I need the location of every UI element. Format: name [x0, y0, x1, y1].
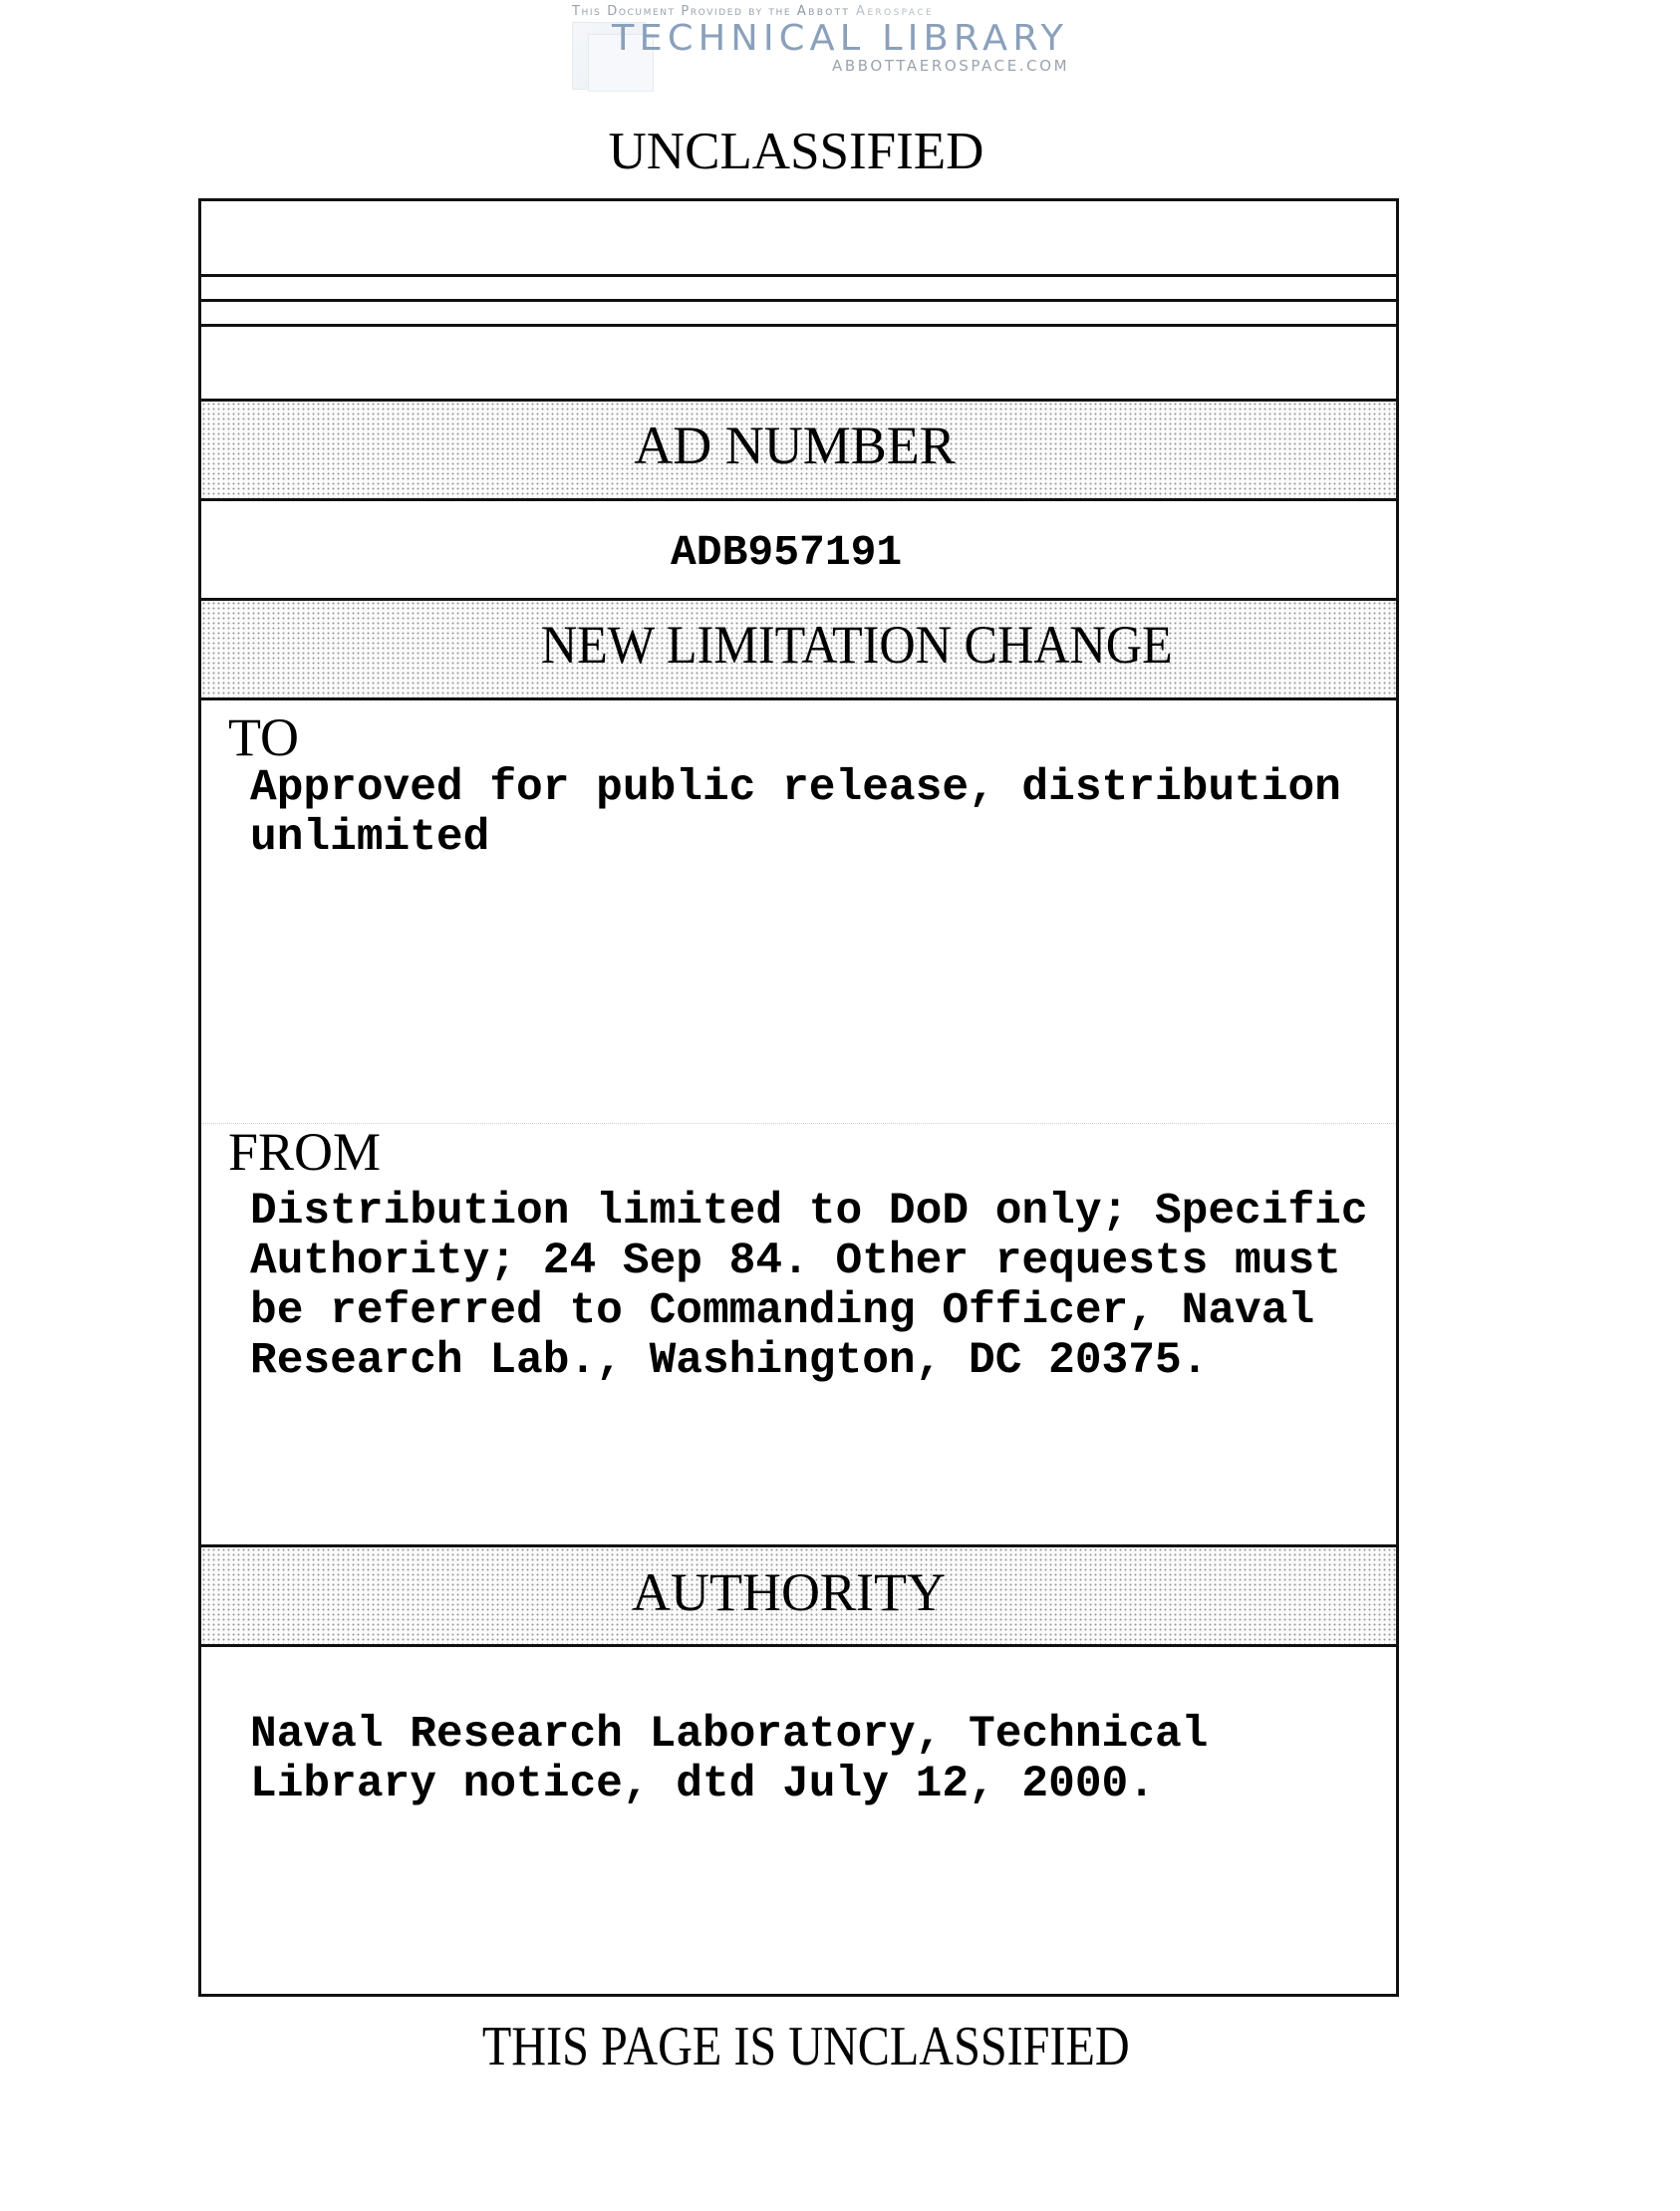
from-line-2: Authority; 24 Sep 84. Other requests must	[250, 1237, 1341, 1286]
watermark-abbott: Abbott	[796, 4, 851, 19]
ad-number-header-row	[201, 402, 1396, 498]
watermark-title: TECHNICAL LIBRARY	[612, 18, 1068, 59]
to-label: TO	[228, 707, 300, 767]
from-line-1: Distribution limited to DoD only; Specific	[250, 1187, 1368, 1237]
bottom-classification-text: THIS PAGE IS UNCLASSIFIED	[482, 2016, 1130, 2077]
change-title-text: NEW LIMITATION CHANGE	[540, 615, 1173, 675]
watermark-url: ABBOTTAEROSPACE.COM	[832, 57, 1070, 75]
authority-label: AUTHORITY	[632, 1562, 946, 1622]
to-line-2: unlimited	[250, 813, 490, 863]
abbott-aerospace-watermark-logo	[558, 0, 1096, 95]
row-divider	[201, 1644, 1396, 1647]
ad-number-value: ADB957191	[671, 528, 903, 577]
watermark-provided-by	[572, 4, 934, 19]
ad-number-label: AD NUMBER	[634, 415, 956, 475]
top-classification-marking: UNCLASSIFIED	[608, 123, 984, 180]
row-divider	[201, 498, 1396, 501]
row-divider	[201, 324, 1396, 327]
watermark-provided-prefix: This Document Provided by the	[572, 4, 792, 19]
from-label: FROM	[228, 1122, 382, 1182]
from-line-4: Research Lab., Washington, DC 20375.	[250, 1336, 1209, 1386]
bottom-classification-marking	[0, 2017, 1612, 2076]
change-title-row	[201, 601, 1396, 697]
row-divider	[201, 274, 1396, 277]
to-line-1: Approved for public release, distribution	[250, 763, 1341, 813]
row-divider	[201, 299, 1396, 302]
authority-header-row	[201, 1547, 1396, 1644]
row-divider	[201, 697, 1396, 700]
watermark-aerospace: Aerospace	[856, 4, 935, 19]
change-title	[259, 615, 1454, 675]
from-line-3: be referred to Commanding Officer, Naval	[250, 1286, 1315, 1336]
limitation-change-form	[198, 198, 1399, 1997]
authority-line-2: Library notice, dtd July 12, 2000.	[250, 1760, 1155, 1809]
authority-line-1: Naval Research Laboratory, Technical	[250, 1710, 1209, 1760]
